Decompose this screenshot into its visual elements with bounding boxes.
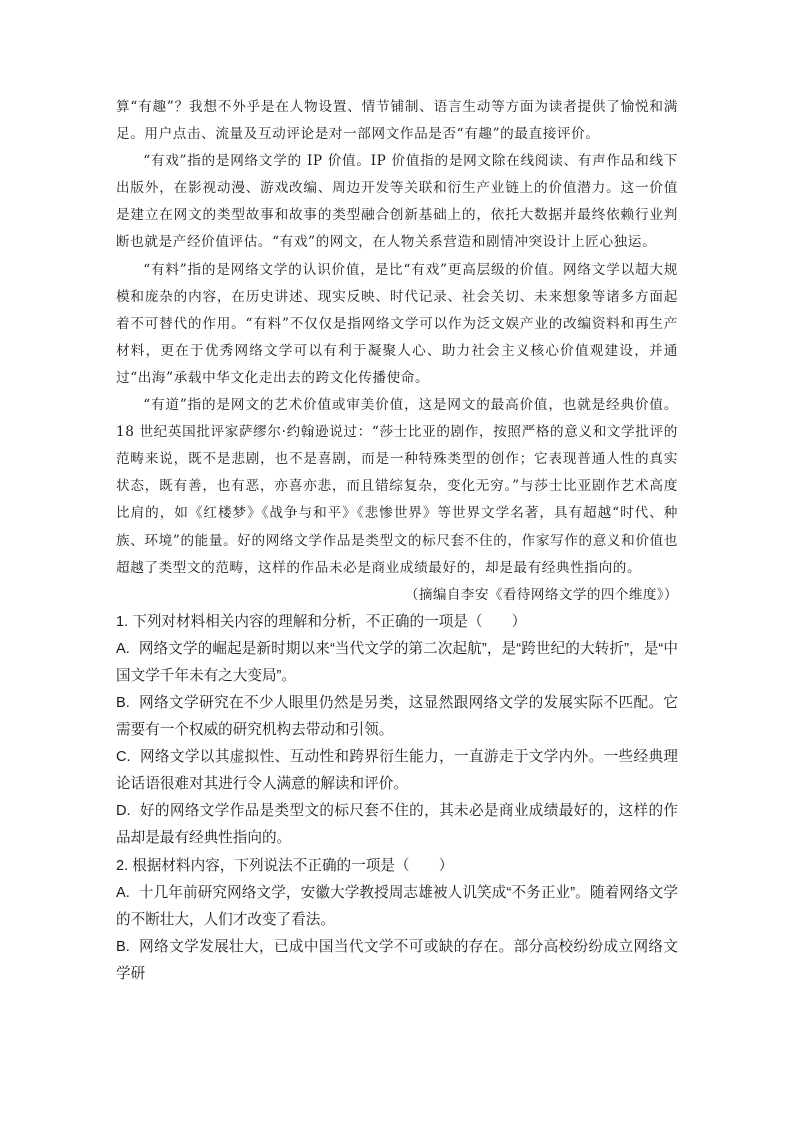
option-a [116, 880, 678, 934]
option-letter: C. [116, 749, 131, 766]
question-stem: 2. 根据材料内容，下列说法不正确的一项是（ ） [116, 857, 454, 874]
question-stem: 1. 下列对材料相关内容的理解和分析，不正确的一项是（ ） [116, 613, 527, 630]
option-b [116, 934, 678, 988]
option-d [116, 798, 678, 852]
passage-source: （摘编自李安《看待网络文学的四个维度》） [404, 586, 678, 603]
option-letter: B. [116, 694, 130, 711]
option-text: 网络文学发展壮大，已成中国当代文学不可或缺的存在。部分高校纷纷成立网络文学研 [116, 938, 678, 982]
option-b [116, 690, 678, 744]
option-letter: A. [116, 640, 130, 657]
question-1 [116, 609, 678, 853]
passage-paragraph-3: “有料”指的是网络文学的认识价值，是比“有戏”更高层级的价值。网络文学以超大规模和庞杂的内容，在历史讲述、现实反映、时代记录、社会关切、未来想象等诸多方面起着不可替代的作用。“有料”不仅仅是指网络文学可以作为泛文娱产业的改编资料和再生产材料，更在于优秀网络文学可以有利于凝聚人心、助力社会主义核心价值观建设，并通过“出海”承载中华文化走出去的跨文化传播使命。 [116, 261, 678, 386]
option-a [116, 636, 678, 690]
option-text: 网络文学以其虚拟性、互动性和跨界衍生能力，一直游走于文学内外。一些经典理论话语很难对其进行令人满意的解读和评价。 [116, 749, 678, 793]
passage-paragraph-1: 算“有趣”？我想不外乎是在人物设置、情节铺制、语言生动等方面为读者提供了愉悦和满足。用户点击、流量及互动评论是对一部网文作品是否“有趣”的最直接评价。 [116, 99, 678, 143]
option-text: 好的网络文学作品是类型文的标尺套不住的，其未必是商业成绩最好的，这样的作品却是最有经典性指向的。 [116, 803, 678, 847]
option-letter: B. [116, 938, 130, 955]
option-text: 十几年前研究网络文学，安徽大学教授周志雄被人讥笑成“不务正业”。随着网络文学的不断壮大，人们才改变了看法。 [116, 884, 678, 928]
document-page [116, 94, 678, 988]
option-letter: A. [116, 884, 130, 901]
option-text: 网络文学的崛起是新时期以来“当代文学的第二次起航”，是“跨世纪的大转折”，是“中国文学千年未有之大变局”。 [116, 640, 678, 684]
option-c [116, 744, 678, 798]
question-2 [116, 853, 678, 988]
passage-paragraph-4: “有道”指的是网文的艺术价值或审美价值，这是网文的最高价值，也就是经典价值。18 世纪英国批评家萨缪尔·约翰逊说过：“莎士比亚的剧作，按照严格的意义和文学批评的范畴来说，既不是悲剧，也不是喜剧，而是一种特殊类型的创作；它表现普通人性的真实状态，既有善，也有恶，亦喜亦悲，而且错综复杂，变化无穷。”与莎士比亚剧作艺术高度比肩的，如《红楼梦》《战争与和平》《悲惨世界》等世界文学名著，具有超越“时代、种族、环境”的能量。好的网络文学作品是类型文的标尺套不住的，作家写作的意义和价值也超越了类型文的范畴，这样的作品未必是商业成绩最好的，却是最有经典性指向的。 [116, 397, 678, 576]
option-letter: D. [116, 803, 131, 820]
option-text: 网络文学研究在不少人眼里仍然是另类，这显然跟网络文学的发展实际不匹配。它需要有一个权威的研究机构去带动和引领。 [116, 694, 678, 739]
passage-paragraph-2: “有戏”指的是网络文学的 IP 价值。IP 价值指的是网文除在线阅读、有声作品和线下出版外，在影视动漫、游戏改编、周边开发等关联和衍生产业链上的价值潜力。这一价值是建立在网文的类型故事和故事的类型融合创新基础上的，依托大数据并最终依赖行业判断也就是产经价值评估。“有戏”的网文，在人物关系营造和剧情冲突设计上匠心独运。 [116, 153, 678, 251]
